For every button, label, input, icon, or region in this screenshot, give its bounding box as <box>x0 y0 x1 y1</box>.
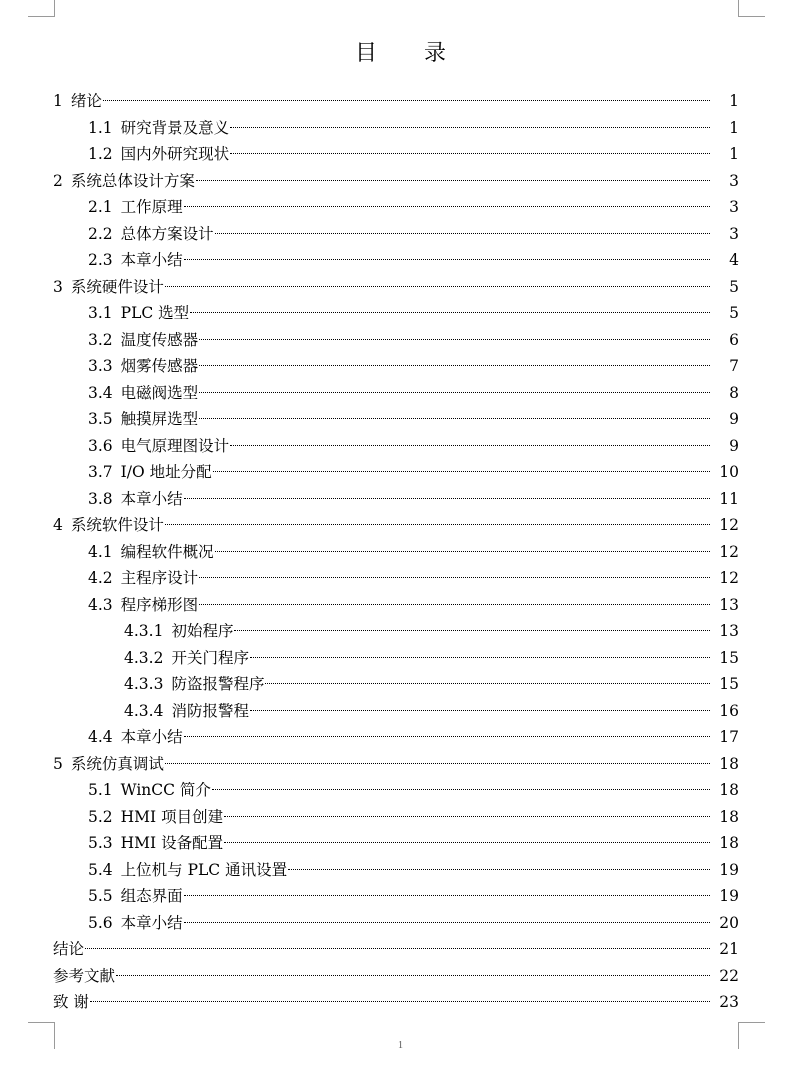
dot-leader <box>199 418 710 419</box>
toc-entry-title: 组态界面 <box>120 887 183 905</box>
toc-entry-page: 1 <box>729 145 739 163</box>
dot-leader <box>165 286 710 287</box>
toc-entry[interactable] <box>0 353 801 380</box>
toc-entry-title: 温度传感器 <box>120 330 199 349</box>
toc-entry-page: 16 <box>719 701 739 720</box>
toc-entry-number: 2.1 <box>88 198 113 216</box>
crop-mark-top-right <box>738 0 765 17</box>
toc-entry-page: 3 <box>729 224 739 243</box>
dot-leader <box>230 153 710 154</box>
toc-entry-page: 19 <box>719 887 739 905</box>
dot-leader <box>288 869 710 870</box>
toc-entry-page: 20 <box>719 913 739 932</box>
toc-entry[interactable] <box>0 486 801 513</box>
dot-leader <box>184 498 710 499</box>
toc-entry[interactable] <box>0 751 801 778</box>
toc-entry-title: 电磁阀选型 <box>120 383 199 402</box>
dot-leader <box>85 948 710 949</box>
toc-entry-title: 致 谢 <box>53 993 89 1011</box>
toc-entry-title: 本章小结 <box>120 913 183 932</box>
toc-entry[interactable] <box>0 539 801 566</box>
toc-entry[interactable] <box>0 141 801 168</box>
toc-entry-page: 3 <box>729 171 739 190</box>
toc-entry[interactable] <box>0 830 801 857</box>
toc-entry-page: 18 <box>719 781 739 799</box>
dot-leader <box>165 524 710 525</box>
toc-entry[interactable] <box>0 698 801 725</box>
toc-entry-title: 烟雾传感器 <box>120 357 199 375</box>
toc-entry-number: 3.6 <box>88 436 113 455</box>
toc-entry[interactable] <box>0 327 801 354</box>
toc-entry-title: WinCC 简介 <box>120 781 211 799</box>
toc-entry[interactable] <box>0 645 801 672</box>
toc-entry-number: 3 <box>53 277 63 296</box>
dot-leader <box>184 736 710 737</box>
toc-entry-title: 防盗报警程序 <box>171 675 265 693</box>
toc-entry-number: 3.5 <box>88 410 113 428</box>
toc-entry-number: 5.5 <box>88 887 113 905</box>
toc-entry-title: 初始程序 <box>171 622 234 640</box>
dot-leader <box>250 657 710 658</box>
toc-entry-number: 3.2 <box>88 330 113 349</box>
toc-entry-title: PLC 选型 <box>120 304 190 322</box>
toc-entry[interactable] <box>0 883 801 910</box>
toc-entry-number: 4.3.2 <box>124 648 164 667</box>
toc-entry-page: 19 <box>719 860 739 879</box>
toc-entry-number: 5.4 <box>88 860 113 879</box>
toc-entry-page: 15 <box>719 648 739 667</box>
toc-entry-page: 21 <box>719 940 739 958</box>
toc-entry[interactable] <box>0 963 801 990</box>
toc-entry-page: 15 <box>719 675 739 693</box>
toc-entry-page: 5 <box>729 277 739 296</box>
dot-leader <box>215 551 710 552</box>
toc-entry-page: 1 <box>729 92 739 110</box>
toc-entry-number: 4.1 <box>88 542 113 561</box>
toc-entry-number: 1.1 <box>88 118 113 137</box>
toc-entry-number: 5.6 <box>88 913 113 932</box>
toc-entry-number: 3.8 <box>88 489 113 508</box>
page-number: 1 <box>398 1040 403 1051</box>
dot-leader <box>199 604 710 605</box>
toc-entry-title: 消防报警程 <box>171 701 249 720</box>
toc-entry-title: 绪论 <box>70 92 102 110</box>
toc-entry[interactable] <box>0 618 801 645</box>
toc-entry[interactable] <box>0 910 801 937</box>
toc-entry[interactable] <box>0 406 801 433</box>
dot-leader <box>215 233 710 234</box>
toc-entry-title: HMI 设备配置 <box>120 834 224 852</box>
toc-entry-page: 5 <box>729 304 739 322</box>
toc-entry-title: I/O 地址分配 <box>120 463 212 481</box>
table-of-contents <box>0 88 801 1016</box>
dot-leader <box>103 100 710 101</box>
toc-entry[interactable] <box>0 592 801 619</box>
toc-entry-title: 系统总体设计方案 <box>70 171 195 190</box>
toc-entry-title: 电气原理图设计 <box>120 436 230 455</box>
toc-entry[interactable] <box>0 221 801 248</box>
toc-entry-page: 23 <box>719 993 739 1011</box>
toc-entry-number: 1 <box>53 92 63 110</box>
toc-entry-page: 13 <box>719 622 739 640</box>
dot-leader <box>90 1001 710 1002</box>
toc-title: 目 录 <box>355 41 466 66</box>
toc-entry-page: 11 <box>719 489 739 508</box>
dot-leader <box>184 259 710 260</box>
dot-leader <box>199 339 710 340</box>
dot-leader <box>230 445 710 446</box>
toc-entry-number: 4.3.1 <box>124 622 164 640</box>
toc-entry-number: 4.2 <box>88 569 113 587</box>
toc-entry-title: 开关门程序 <box>171 648 249 667</box>
toc-entry-number: 2.2 <box>88 224 113 243</box>
toc-entry-page: 3 <box>729 198 739 216</box>
toc-entry-title: 编程软件概况 <box>120 542 214 561</box>
toc-entry-number: 2 <box>53 171 63 190</box>
toc-entry-title: 研究背景及意义 <box>120 118 230 137</box>
toc-entry[interactable] <box>0 433 801 460</box>
toc-entry-title: 触摸屏选型 <box>120 410 199 428</box>
dot-leader <box>199 365 710 366</box>
toc-entry-title: HMI 项目创建 <box>120 807 224 826</box>
toc-entry-page: 12 <box>719 569 739 587</box>
toc-entry[interactable] <box>0 88 801 115</box>
toc-entry[interactable] <box>0 459 801 486</box>
crop-mark-top-left <box>28 0 55 17</box>
toc-entry-page: 9 <box>729 436 739 455</box>
toc-entry-page: 7 <box>729 357 739 375</box>
toc-entry-title: 本章小结 <box>120 251 183 269</box>
toc-entry-page: 18 <box>719 754 739 773</box>
toc-entry[interactable] <box>0 724 801 751</box>
toc-entry[interactable] <box>0 936 801 963</box>
toc-entry-number: 3.7 <box>88 463 113 481</box>
toc-entry[interactable] <box>0 247 801 274</box>
dot-leader <box>184 895 710 896</box>
toc-entry-number: 4.3.3 <box>124 675 164 693</box>
toc-entry-title: 上位机与 PLC 通讯设置 <box>120 860 288 879</box>
dot-leader <box>213 471 710 472</box>
toc-entry-number: 5.2 <box>88 807 113 826</box>
toc-entry-page: 1 <box>729 118 739 137</box>
toc-entry-title: 结论 <box>53 940 85 958</box>
toc-entry-number: 4 <box>53 516 63 534</box>
toc-entry-title: 参考文献 <box>53 966 116 985</box>
toc-entry-number: 5 <box>53 754 63 773</box>
dot-leader <box>196 180 710 181</box>
toc-entry-page: 10 <box>719 463 739 481</box>
toc-entry-page: 22 <box>719 966 739 985</box>
toc-entry-page: 9 <box>729 410 739 428</box>
toc-entry-page: 6 <box>729 330 739 349</box>
toc-entry[interactable] <box>0 989 801 1016</box>
dot-leader <box>184 206 710 207</box>
dot-leader <box>190 312 710 313</box>
dot-leader <box>116 975 710 976</box>
toc-entry-number: 4.4 <box>88 728 113 746</box>
toc-entry-title: 系统软件设计 <box>70 516 164 534</box>
toc-entry-page: 4 <box>729 251 739 269</box>
toc-entry-page: 17 <box>719 728 739 746</box>
toc-entry-page: 18 <box>719 834 739 852</box>
toc-entry-number: 5.3 <box>88 834 113 852</box>
toc-entry[interactable] <box>0 115 801 142</box>
dot-leader <box>230 127 710 128</box>
toc-entry[interactable] <box>0 777 801 804</box>
toc-entry[interactable] <box>0 194 801 221</box>
toc-entry-number: 3.1 <box>88 304 113 322</box>
toc-entry[interactable] <box>0 512 801 539</box>
toc-entry[interactable] <box>0 300 801 327</box>
toc-entry-title: 系统仿真调试 <box>70 754 164 773</box>
toc-entry[interactable] <box>0 380 801 407</box>
dot-leader <box>165 763 710 764</box>
toc-entry-title: 本章小结 <box>120 489 183 508</box>
toc-entry[interactable] <box>0 274 801 301</box>
toc-entry[interactable] <box>0 168 801 195</box>
dot-leader <box>212 789 710 790</box>
toc-entry-page: 12 <box>719 542 739 561</box>
toc-entry[interactable] <box>0 804 801 831</box>
toc-entry-title: 总体方案设计 <box>120 224 214 243</box>
toc-entry-page: 13 <box>719 595 739 614</box>
dot-leader <box>224 816 710 817</box>
toc-entry-page: 8 <box>729 383 739 402</box>
dot-leader <box>234 630 710 631</box>
toc-entry-title: 程序梯形图 <box>120 595 199 614</box>
toc-entry-number: 3.3 <box>88 357 113 375</box>
dot-leader <box>199 392 710 393</box>
dot-leader <box>184 922 710 923</box>
toc-entry[interactable] <box>0 565 801 592</box>
toc-entry-number: 3.4 <box>88 383 113 402</box>
toc-entry[interactable] <box>0 671 801 698</box>
dot-leader <box>199 577 710 578</box>
toc-entry[interactable] <box>0 857 801 884</box>
toc-entry-number: 2.3 <box>88 251 113 269</box>
toc-entry-page: 12 <box>719 516 739 534</box>
toc-entry-number: 4.3 <box>88 595 113 614</box>
toc-entry-title: 主程序设计 <box>120 569 199 587</box>
dot-leader <box>265 683 710 684</box>
dot-leader <box>224 842 710 843</box>
toc-entry-page: 18 <box>719 807 739 826</box>
toc-entry-number: 1.2 <box>88 145 113 163</box>
toc-entry-title: 系统硬件设计 <box>70 277 164 296</box>
toc-entry-title: 工作原理 <box>120 198 183 216</box>
toc-entry-number: 4.3.4 <box>124 701 164 720</box>
toc-entry-title: 本章小结 <box>120 728 183 746</box>
toc-entry-number: 5.1 <box>88 781 113 799</box>
dot-leader <box>250 710 710 711</box>
toc-entry-title: 国内外研究现状 <box>120 145 230 163</box>
